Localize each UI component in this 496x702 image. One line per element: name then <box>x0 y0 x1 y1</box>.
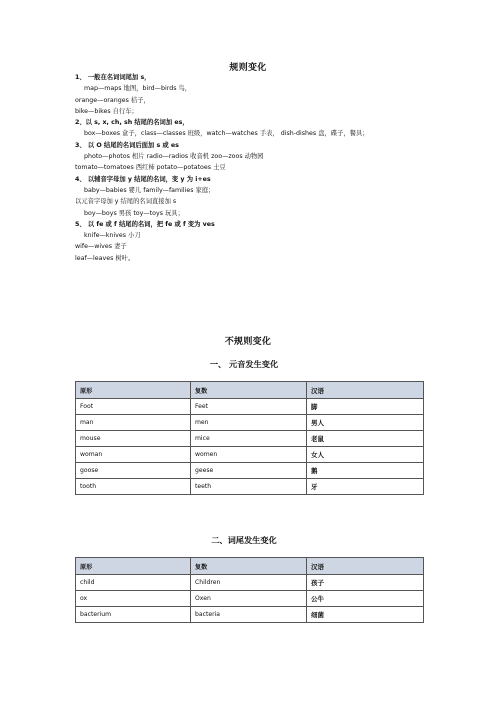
rule-example: map—maps 地图，bird—birds 鸟， <box>84 85 192 93</box>
table-cell: 公牛 <box>307 591 424 607</box>
table-cell: man <box>76 415 191 431</box>
table-cell: Oxen <box>191 591 307 607</box>
table-cell: women <box>191 447 307 463</box>
table-header-row <box>76 382 424 399</box>
table-row <box>76 447 424 463</box>
table-cell: 男人 <box>307 415 424 431</box>
table-cell: mice <box>191 431 307 447</box>
ending-change-table <box>75 557 424 623</box>
table-row <box>76 479 424 495</box>
vowel-change-table <box>75 381 424 495</box>
rule-heading: 2、以 s, x, ch, sh 结尾的名词加 es， <box>75 119 189 127</box>
table-cell: mouse <box>76 431 191 447</box>
section-vowel-change-title: 一、 元音发生变化 <box>209 359 279 369</box>
table-cell: 女人 <box>307 447 424 463</box>
regular-rules-list <box>75 72 475 264</box>
table-cell: teeth <box>191 479 307 495</box>
table-cell: bacterium <box>76 607 191 623</box>
table-header-cell: 复数 <box>191 558 307 575</box>
table-cell: 孩子 <box>307 575 424 591</box>
irregular-title: 不规则变化 <box>224 337 272 347</box>
table-cell: Foot <box>76 399 191 415</box>
rule-example: baby—babies 婴儿 family—families 家庭； <box>84 186 215 194</box>
table-cell: tooth <box>76 479 191 495</box>
table-header-cell: 汉语 <box>307 558 424 575</box>
rule-heading: 5、 以 fe 或 f 结尾的名词，把 fe 或 f 变为 ves <box>75 220 215 228</box>
table-header-cell: 汉语 <box>307 382 424 399</box>
table-row <box>76 431 424 447</box>
table-cell: geese <box>191 463 307 479</box>
rule-example: leaf—leaves 树叶。 <box>75 254 135 262</box>
rule-example: boy—boys 男孩 toy—toys 玩具； <box>84 209 184 217</box>
rule-heading: 1、 一般在名词词尾加 s， <box>75 74 151 81</box>
rule-example: bike—bikes 自行车； <box>75 107 138 115</box>
table-cell: 老鼠 <box>307 431 424 447</box>
table-cell: men <box>191 415 307 431</box>
rule-example: photo—photos 相片 radio—radios 收音机 zoo—zoos 动物园 <box>84 153 264 161</box>
rule-heading: 4、 以辅音字母加 y 结尾的名词，变 y 为 i+es <box>75 175 211 183</box>
page-title: 规则变化 <box>229 63 267 73</box>
table-cell: woman <box>76 447 191 463</box>
table-cell: goose <box>76 463 191 479</box>
rule-example: tomato—tomatoes 西红柿 potato—potatoes 土豆 <box>75 164 226 172</box>
rule-example: box—boxes 盒子，class—classes 班级，watch—watches 手表， dish-dishes 盘，碟子，餐具； <box>84 130 369 138</box>
table-cell: 细菌 <box>307 607 424 623</box>
table-cell: Children <box>191 575 307 591</box>
table-row <box>76 463 424 479</box>
table-cell: 脚 <box>307 399 424 415</box>
table-row <box>76 607 424 623</box>
table-row <box>76 591 424 607</box>
table-cell: Feet <box>191 399 307 415</box>
table-header-cell: 复数 <box>191 382 307 399</box>
table-header-row <box>76 558 424 575</box>
rule-example: wife—wives 妻子 <box>75 243 127 251</box>
rule-example: 以元音字母加 y 结尾的名词直接加 s <box>75 198 177 206</box>
table-row <box>76 415 424 431</box>
table-cell: bacteria <box>191 607 307 623</box>
table-row <box>76 399 424 415</box>
section-ending-change-title: 二、词尾发生变化 <box>211 535 277 545</box>
rule-example: orange—oranges 桔子， <box>75 96 150 104</box>
rule-example: knife—knives 小刀 <box>84 232 141 240</box>
table-cell: ox <box>76 591 191 607</box>
table-cell: 牙 <box>307 479 424 495</box>
rule-heading: 3、 以 O 结尾的名词后面加 s 或 es <box>75 141 179 149</box>
table-row <box>76 575 424 591</box>
table-cell: child <box>76 575 191 591</box>
table-header-cell: 原形 <box>76 558 191 575</box>
table-cell: 鹅 <box>307 463 424 479</box>
table-header-cell: 原形 <box>76 382 191 399</box>
